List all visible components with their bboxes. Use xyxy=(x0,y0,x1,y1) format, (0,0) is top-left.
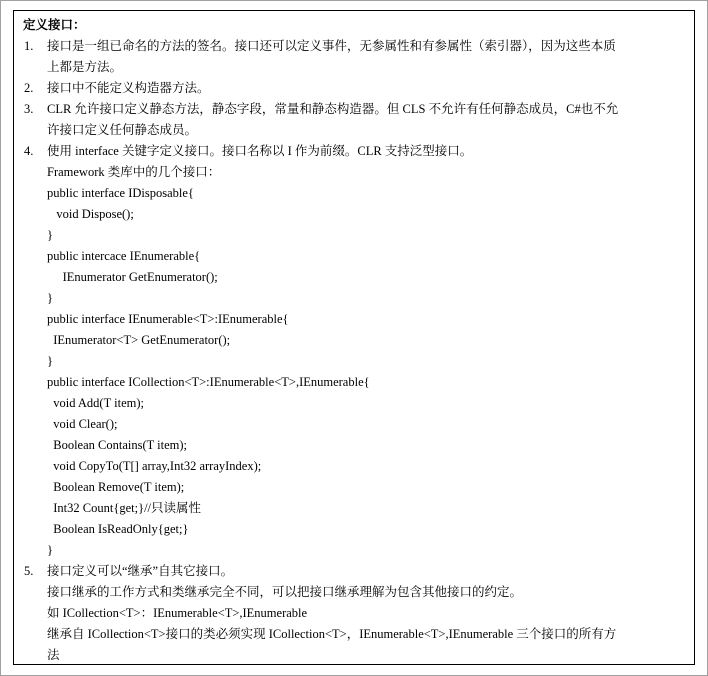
code-line: } xyxy=(47,354,53,368)
code-line: Boolean Remove(T item); xyxy=(47,480,185,494)
item-text-line: 许接口定义任何静态成员。 xyxy=(47,123,198,137)
code-line: void Dispose(); xyxy=(47,207,134,221)
content-frame xyxy=(13,10,695,665)
code-line: Int32 Count{get;}//只读属性 xyxy=(47,501,202,515)
code-line: Boolean Contains(T item); xyxy=(47,438,188,452)
code-line: IEnumerator<T> GetEnumerator(); xyxy=(47,333,231,347)
section-title: 定义接口： xyxy=(23,18,86,32)
item-text-line: 上都是方法。 xyxy=(47,60,123,74)
code-line: Boolean IsReadOnly{get;} xyxy=(47,522,189,536)
item-text-line: 继承自 ICollection<T>接口的类必须实现 ICollection<T>，IEnumerable<T>,IEnumerable 三个接口的所有方 xyxy=(47,627,617,641)
item-text-line: 接口定义可以“继承”自其它接口。 xyxy=(47,564,234,578)
code-line: public intercace IEnumerable{ xyxy=(47,249,201,263)
item-text-line: 接口是一组已命名的方法的签名。接口还可以定义事件，无参属性和有参属性（索引器），因为这些本质 xyxy=(47,39,616,53)
item-number: 4. xyxy=(24,144,34,158)
item-number: 5. xyxy=(24,564,34,578)
code-line: IEnumerator GetEnumerator(); xyxy=(47,270,218,284)
item-text-line: 接口继承的工作方式和类继承完全不同，可以把接口继承理解为包含其他接口的约定。 xyxy=(47,585,523,599)
item-text-line: 如 ICollection<T>：IEnumerable<T>,IEnumerable xyxy=(47,606,308,620)
item-text-line: Framework 类库中的几个接口： xyxy=(47,165,221,179)
code-line: public interface IDisposable{ xyxy=(47,186,194,200)
item-number: 2. xyxy=(24,81,34,95)
code-line: } xyxy=(47,543,53,557)
code-line: public interface ICollection<T>:IEnumerable<T>,IEnumerable{ xyxy=(47,375,370,389)
code-line: void CopyTo(T[] array,Int32 arrayIndex); xyxy=(47,459,262,473)
item-text-line: CLR 允许接口定义静态方法，静态字段，常量和静态构造器。但 CLS 不允许有任何静态成员，C#也不允 xyxy=(47,102,619,116)
code-line: void Clear(); xyxy=(47,417,118,431)
item-number: 1. xyxy=(24,39,34,53)
code-line: public interface IEnumerable<T>:IEnumerable{ xyxy=(47,312,289,326)
item-number: 3. xyxy=(24,102,34,116)
code-line: } xyxy=(47,291,53,305)
item-text-line: 法 xyxy=(47,648,60,662)
item-text-line: 接口中不能定义构造器方法。 xyxy=(47,81,210,95)
code-line: void Add(T item); xyxy=(47,396,144,410)
code-line: } xyxy=(47,228,53,242)
item-text-line: 使用 interface 关键字定义接口。接口名称以 I 作为前缀。CLR 支持泛型接口。 xyxy=(47,144,473,158)
